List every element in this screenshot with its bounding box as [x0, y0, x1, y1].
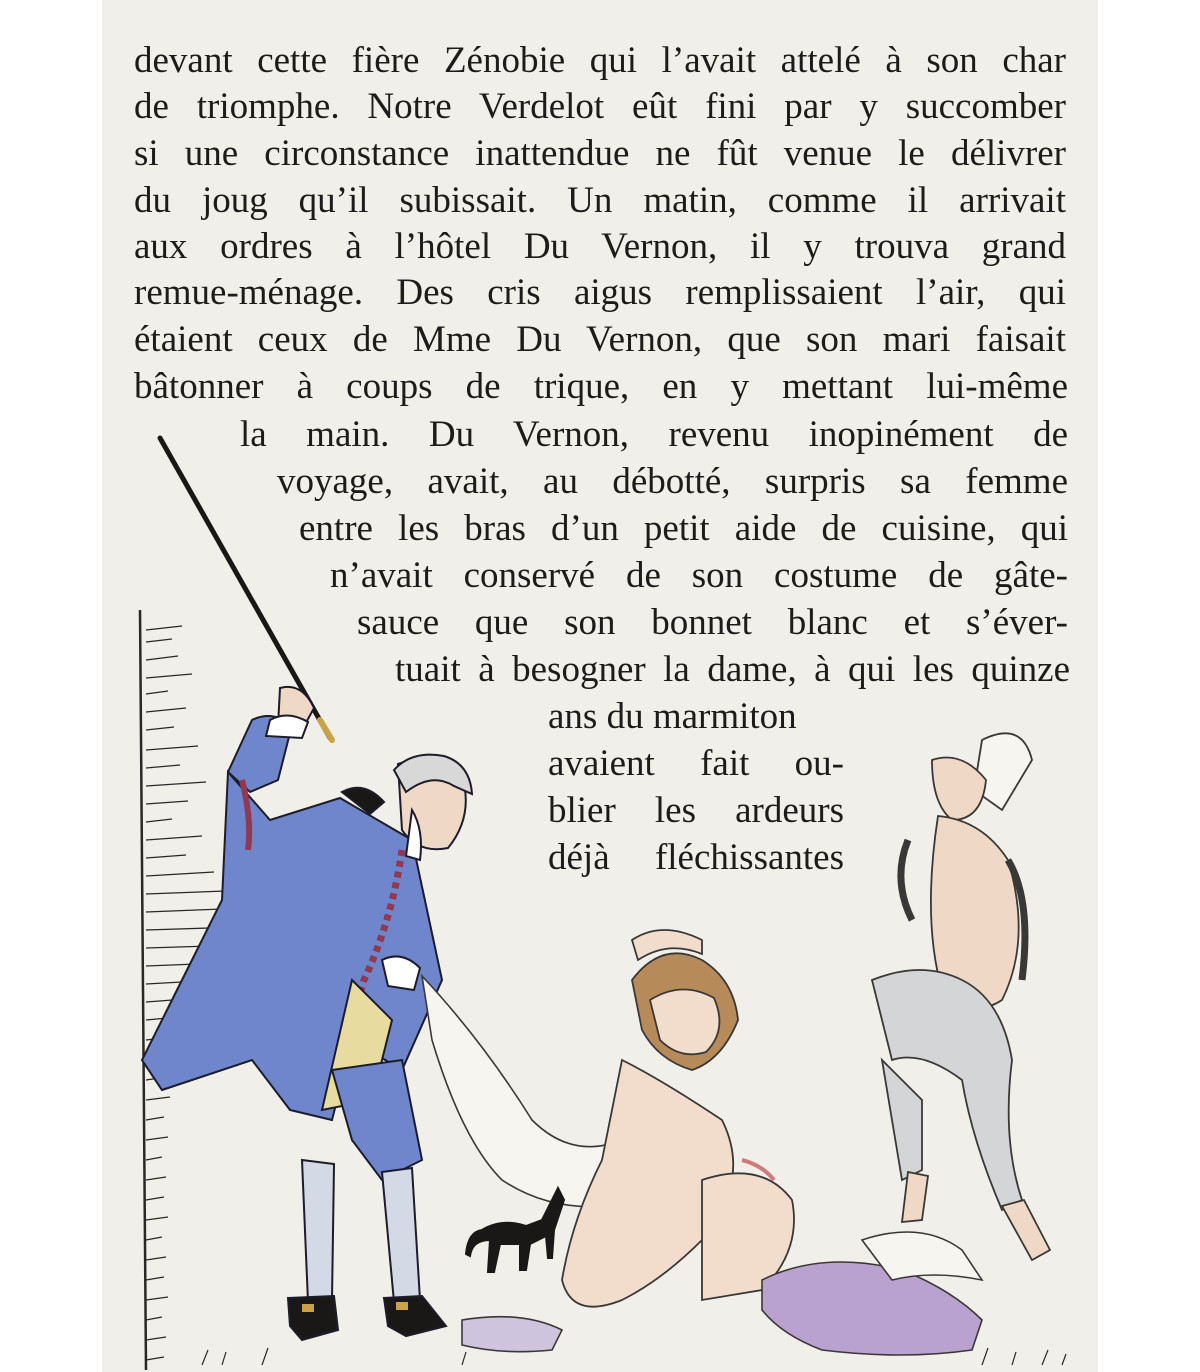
engraving-illustration [102, 420, 1098, 1372]
seated-woman [562, 930, 794, 1307]
text-line: aux ordres à l’hôtel Du Vernon, il y trouva grand [134, 226, 1066, 267]
book-page [102, 0, 1098, 1372]
text-line: étaient ceux de Mme Du Vernon, que son mari faisait [134, 319, 1066, 360]
text-line: du joug qu’il subissait. Un matin, comme il arrivait [134, 180, 1066, 221]
text-line: ans du marmiton [548, 696, 797, 737]
text-line: voyage, avait, au débotté, surpris sa femme [277, 461, 1068, 502]
text-line: entre les bras d’un petit aide de cuisine, qui [299, 508, 1068, 549]
text-line: bâtonner à coups de trique, en y mettant lui-même [134, 366, 1068, 407]
text-line: sauce que son bonnet blanc et s’éver- [357, 602, 1068, 643]
text-line: tuait à besogner la dame, à qui les quinze [395, 649, 1070, 690]
text-line: blier les ardeurs [548, 790, 844, 831]
text-line: si une circonstance inattendue ne fût venue le délivrer [134, 133, 1066, 174]
text-line: devant cette fière Zénobie qui l’avait attelé à son char [134, 40, 1066, 81]
text-line: avaient fait ou- [548, 743, 844, 784]
text-line: la main. Du Vernon, revenu inopinément de [240, 414, 1068, 455]
text-line: de triomphe. Notre Verdelot eût fini par y succomber [134, 86, 1066, 127]
text-line: déjà fléchissantes [548, 837, 844, 878]
text-line: n’avait conservé de son costume de gâte- [330, 555, 1068, 596]
kitchen-boy [872, 733, 1050, 1260]
text-line: remue-ménage. Des cris aigus remplissaient l’air, qui [134, 272, 1066, 313]
man-in-blue-coat [142, 687, 472, 1340]
